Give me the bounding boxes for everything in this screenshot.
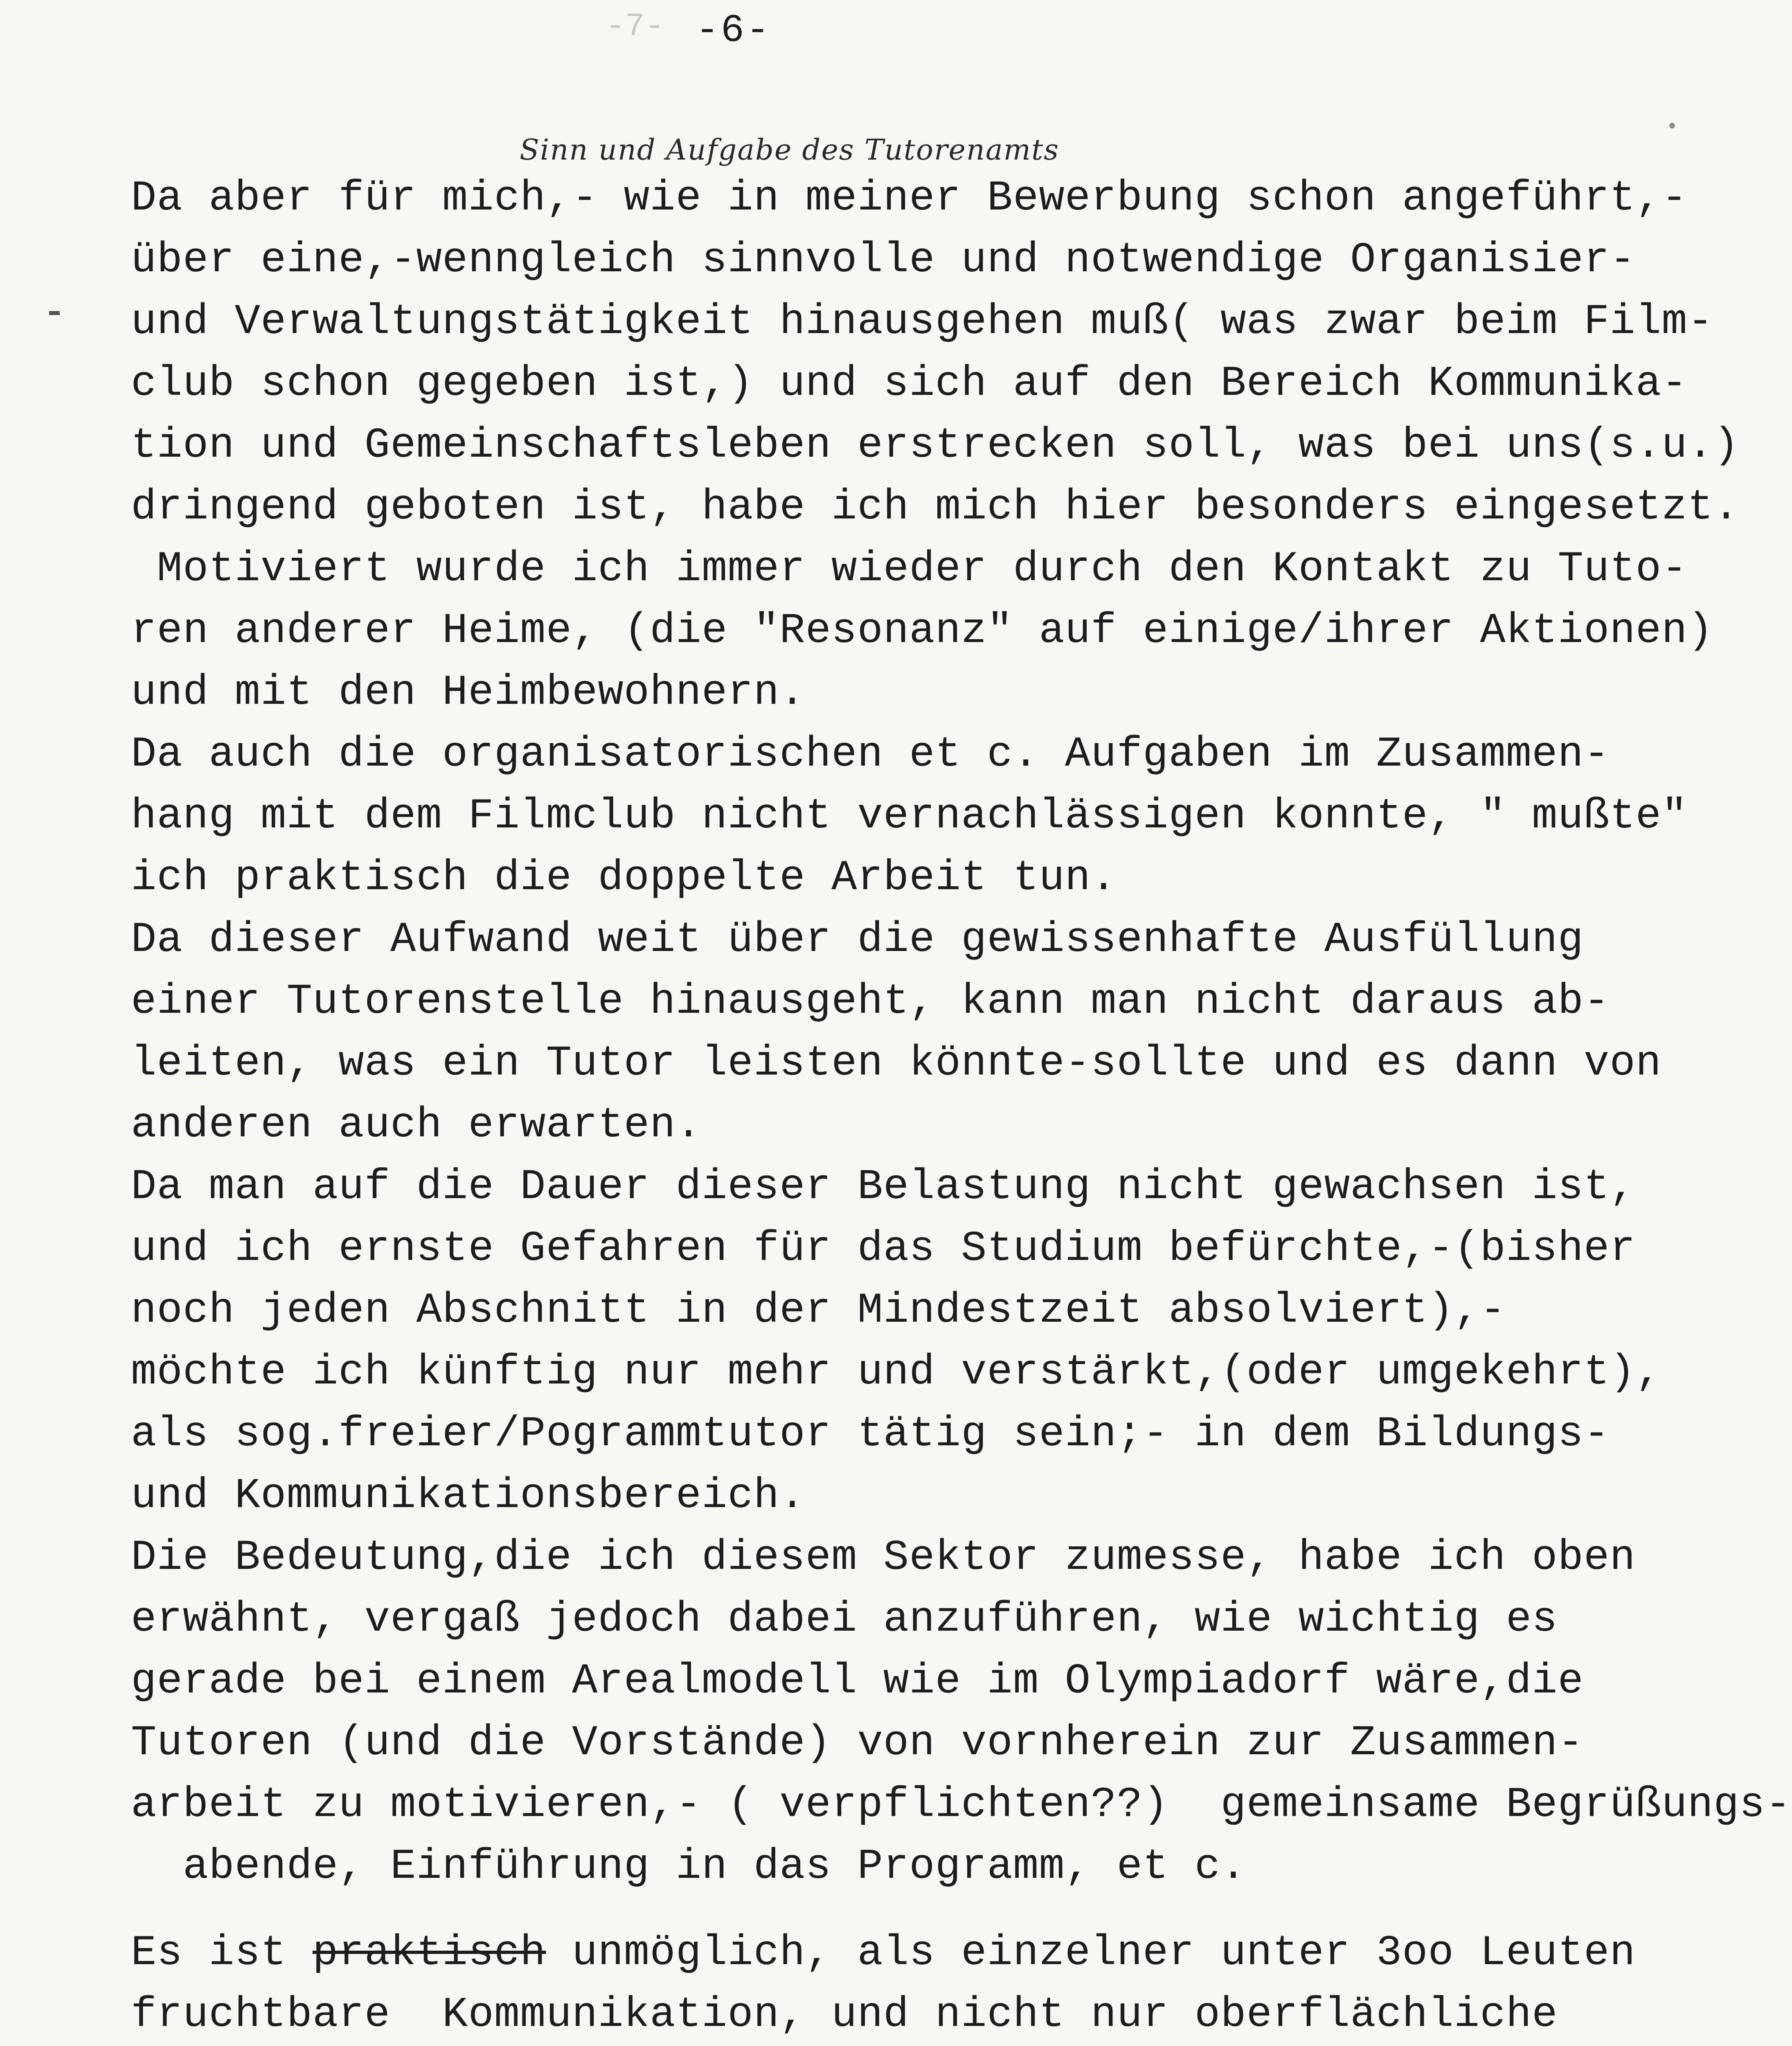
text-segment: unmöglich, als einzelner unter 3oo Leuten [546, 1929, 1636, 1977]
faint-page-number: -7- [606, 8, 665, 45]
text-line: einer Tutorenstelle hinausgeht, kann man nicht daraus ab- [131, 978, 1610, 1026]
handwritten-heading: Sinn und Aufgabe des Tutorenamts [520, 133, 1060, 167]
text-line: Motiviert wurde ich immer wieder durch den Kontakt zu Tuto- [131, 545, 1688, 593]
text-line: Da auch die organisatorischen et c. Aufgaben im Zusammen- [131, 730, 1610, 779]
text-line: und Verwaltungstätigkeit hinausgehen muß( was zwar beim Film- [131, 298, 1714, 346]
text-line: tion und Gemeinschaftsleben erstrecken soll, was bei uns(s.u.) [131, 421, 1740, 470]
text-line: leiten, was ein Tutor leisten könnte-sollte und es dann von [131, 1039, 1662, 1088]
text-line: Die Bedeutung,die ich diesem Sektor zumesse, habe ich oben [131, 1534, 1636, 1582]
text-line: Da dieser Aufwand weit über die gewissenhafte Ausfüllung [131, 916, 1584, 964]
text-line: arbeit zu motivieren,- ( verpflichten??) gemeinsame Begrüßungs- [131, 1781, 1792, 1829]
speck [1669, 123, 1675, 128]
paragraph-2 [131, 1922, 1727, 2046]
text-line: und Kommunikationsbereich. [131, 1472, 806, 1520]
text-line: möchte ich künftig nur mehr und verstärkt,(oder umgekehrt), [131, 1348, 1662, 1397]
text-line: Da man auf die Dauer dieser Belastung nicht gewachsen ist, [131, 1163, 1636, 1211]
text-line: als sog.freier/Pogrammtutor tätig sein;- in dem Bildungs- [131, 1410, 1610, 1458]
paragraph-1 [131, 168, 1792, 1898]
text-line: und mit den Heimbewohnern. [131, 669, 806, 717]
text-line: ren anderer Heime, (die "Resonanz" auf einige/ihrer Aktionen) [131, 607, 1714, 655]
text-segment: fruchtbare Kommunikation, und nicht nur oberflächliche [131, 1991, 1558, 2039]
page-number: -6- [696, 8, 771, 53]
text-line: ich praktisch die doppelte Arbeit tun. [131, 854, 1117, 902]
typed-body [131, 168, 1792, 2046]
text-line: Da aber für mich,- wie in meiner Bewerbung schon angeführt,- [131, 174, 1688, 223]
text-line: dringend geboten ist, habe ich mich hier besonders eingesetzt. [131, 483, 1740, 532]
text-line: hang mit dem Filmclub nicht vernachlässigen konnte, " mußte" [131, 792, 1688, 840]
text-line: noch jeden Abschnitt in der Mindestzeit absolviert),- [131, 1287, 1506, 1335]
struck-word: praktisch [312, 1929, 546, 1977]
text-line: gerade bei einem Arealmodell wie im Olympiadorf wäre,die [131, 1657, 1584, 1706]
text-line [131, 1922, 1727, 1984]
text-line: erwähnt, vergaß jedoch dabei anzuführen, wie wichtig es [131, 1595, 1558, 1644]
text-line: und ich ernste Gefahren für das Studium befürchte,-(bisher [131, 1225, 1636, 1273]
text-segment: Es ist [131, 1929, 313, 1977]
margin-mark [49, 311, 60, 315]
text-line: club schon gegeben ist,) und sich auf den Bereich Kommunika- [131, 360, 1688, 408]
text-line: Tutoren (und die Vorstände) von vornherein zur Zusammen- [131, 1719, 1584, 1767]
text-line: anderen auch erwarten. [131, 1101, 702, 1149]
text-line: abende, Einführung in das Programm, et c. [131, 1843, 1247, 1891]
text-line: über eine,-wenngleich sinnvolle und notwendige Organisier- [131, 236, 1636, 284]
text-line [131, 1984, 1727, 2046]
